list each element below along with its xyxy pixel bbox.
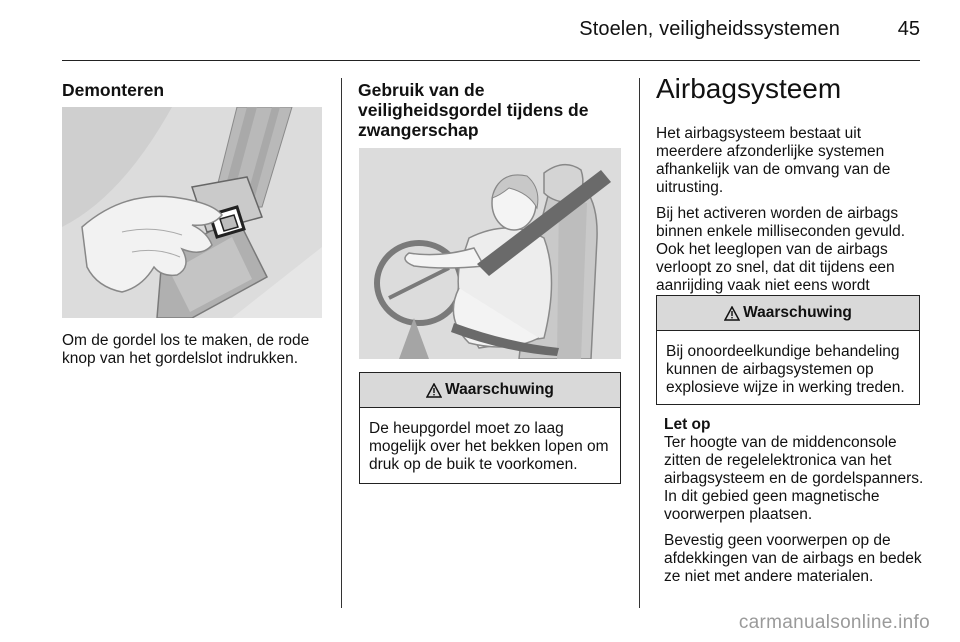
warning-title: Waarschuwing bbox=[743, 304, 852, 321]
warning-text: Bij onoordeelkundige behandeling kunnen de airbagsystemen op explosieve wijze in werking treden. bbox=[666, 343, 905, 396]
seatbelt-buckle-release-illustration bbox=[62, 107, 322, 318]
note-paragraph-2: Bevestig geen voorwerpen op de afdekkingen van de airbags en bedek ze niet met andere materialen. bbox=[664, 532, 922, 585]
warning-box-zwangerschap bbox=[359, 372, 621, 484]
note-paragraph-1: Ter hoogte van de middenconsole zitten de regelelektronica van het airbagsysteem en de gordelspanners. In dit gebied geen magnetische voorwerpen plaatsen. bbox=[664, 434, 924, 523]
watermark: carmanualsonline.info bbox=[738, 612, 930, 633]
warning-header bbox=[657, 296, 919, 331]
airbag-paragraph-1: Het airbagsysteem bestaat uit meerdere afzonderlijke systemen afhankelijk van de omvang van de uitrusting. bbox=[656, 125, 891, 196]
warning-header bbox=[360, 373, 620, 408]
warning-triangle-icon bbox=[426, 383, 442, 398]
section-heading-zwangerschap: Gebruik van de veiligheidsgordel tijdens de zwangerschap bbox=[358, 80, 589, 140]
section-heading-demonteren: Demonteren bbox=[62, 80, 165, 100]
airbag-intro-text bbox=[656, 125, 920, 321]
column-divider-left bbox=[341, 78, 342, 608]
warning-box-airbag bbox=[656, 295, 920, 405]
note-block bbox=[664, 416, 924, 594]
note-label: Let op bbox=[664, 416, 711, 433]
page-number: 45 bbox=[897, 18, 920, 40]
section-heading-airbagsysteem: Airbagsysteem bbox=[656, 73, 842, 104]
warning-title: Waarschuwing bbox=[445, 381, 554, 398]
demonteren-text bbox=[62, 332, 327, 376]
header-divider bbox=[62, 60, 920, 61]
demonteren-paragraph: Om de gordel los te maken, de rode knop van het gordelslot indrukken. bbox=[62, 332, 310, 367]
warning-text: De heupgordel moet zo laag mogelijk over het bekken lopen om druk op de buik te voorkomen. bbox=[369, 420, 609, 473]
airbag-paragraph-2: Bij het activeren worden de airbags binnen enkele milliseconden gevuld. Ook het leeglopen van de airbags verloopt zo snel, dat dit tijdens een aanrijding vaak niet eens wordt bbox=[656, 205, 906, 294]
running-header-title: Stoelen, veiligheidssystemen bbox=[579, 18, 840, 40]
warning-triangle-icon bbox=[724, 306, 740, 321]
pregnant-driver-seatbelt-illustration bbox=[359, 148, 621, 359]
column-divider-right bbox=[639, 78, 640, 608]
